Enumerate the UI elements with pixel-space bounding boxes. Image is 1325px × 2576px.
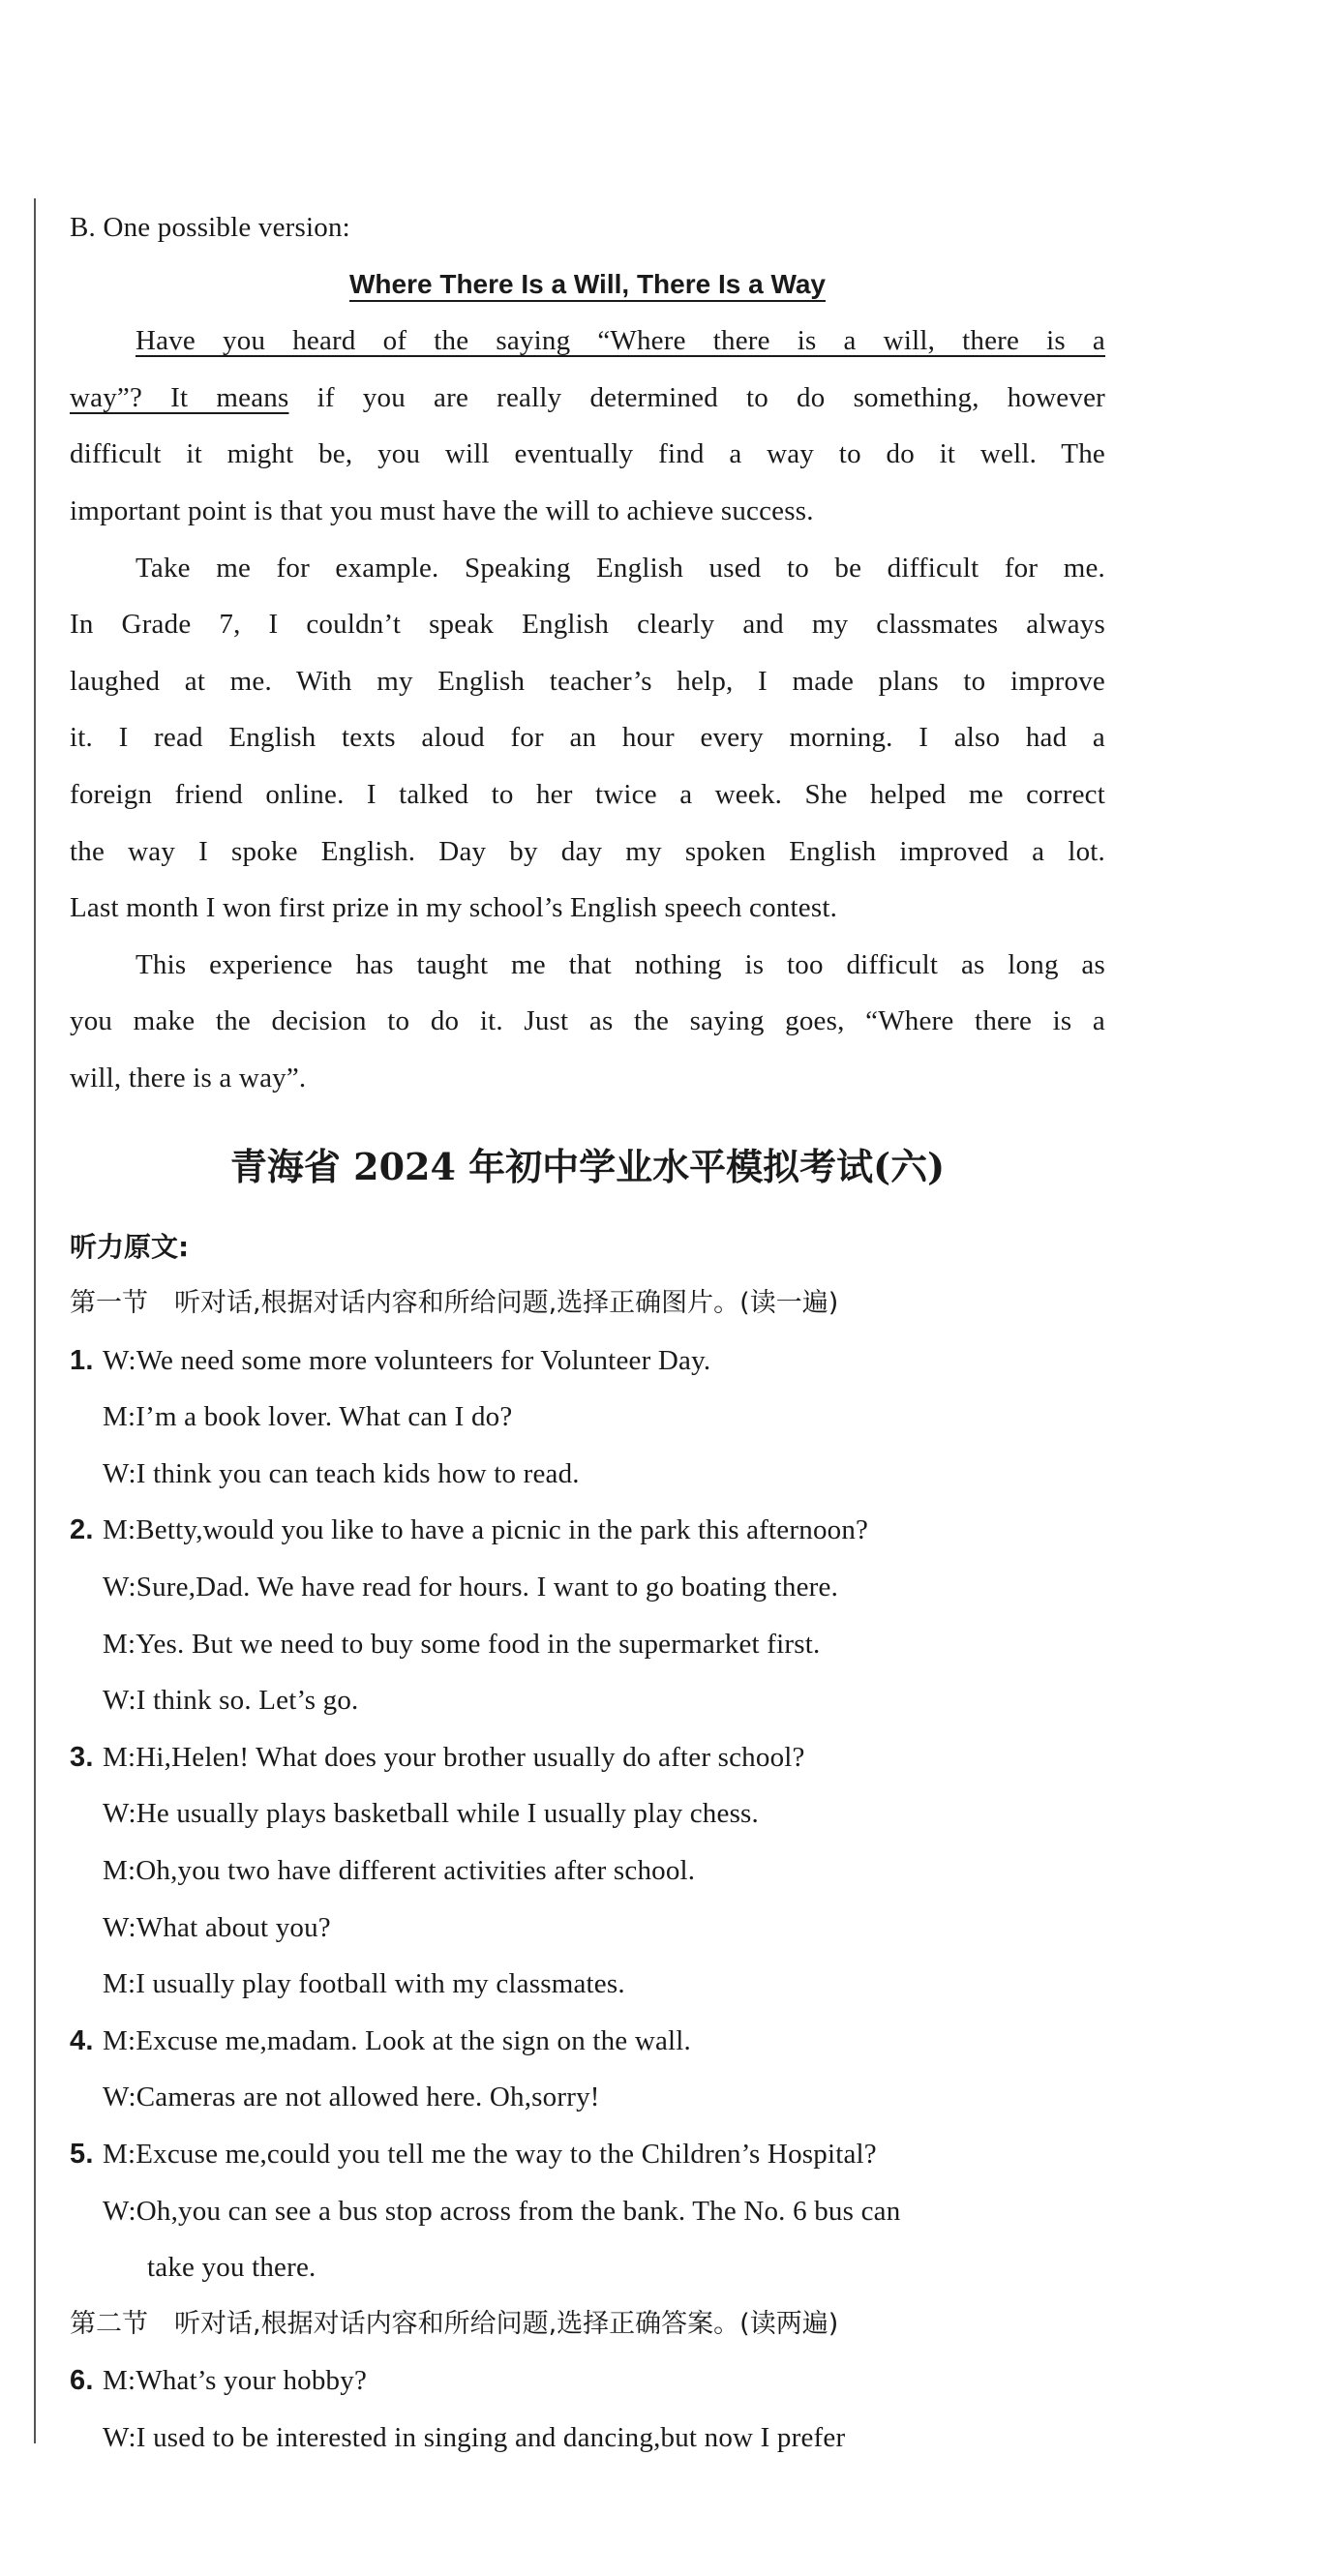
essay-line: you make the decision to do it. Just as the saying goes, “Where there is a (70, 1005, 1105, 1037)
speaker-label: W: (103, 1911, 136, 1943)
speaker-label: W: (103, 1457, 136, 1489)
question-number: 5. (70, 2139, 94, 2170)
dialogue-text: Excuse me,could you tell me the way to the Children’s Hospital? (136, 2139, 877, 2170)
speaker-label: M: (103, 1741, 136, 1773)
section-b-label: B. One possible version: (70, 212, 350, 243)
dialogue-line (70, 1616, 1105, 1673)
dialogue-line (70, 1389, 1105, 1446)
essay-title: Where There Is a Will, There Is a Way (349, 268, 826, 299)
question-number: 3. (70, 1741, 94, 1773)
essay-line: foreign friend online. I talked to her twice a week. She helped me correct (70, 778, 1105, 810)
dialogue-line (70, 1333, 1105, 1390)
dialogue-text: Sure,Dad. We have read for hours. I want to go boating there. (136, 1572, 839, 1603)
question-number: 6. (70, 2365, 94, 2397)
dialogue-line (70, 2013, 1105, 2070)
dialogue-text: Oh,you two have different activities after school. (136, 1855, 696, 1887)
dialogue-line (70, 2239, 1105, 2296)
dialogue-text: We need some more volunteers for Volunteer Day. (136, 1344, 711, 1376)
essay-line: laughed at me. With my English teacher’s help, I made plans to improve (70, 665, 1105, 697)
dialogue-line (70, 1559, 1105, 1616)
dialogue-line (70, 1446, 1105, 1503)
dialogue-line (70, 1785, 1105, 1842)
dialogue-text: I think so. Let’s go. (136, 1685, 359, 1717)
speaker-label: M: (103, 1628, 136, 1660)
question-number: 4. (70, 2024, 94, 2056)
speaker-label: W: (103, 2195, 136, 2227)
dialogue-text: Excuse me,madam. Look at the sign on the wall. (136, 2024, 692, 2056)
section2-label: 第二节 听对话,根据对话内容和所给问题,选择正确答案。(读两遍) (70, 2308, 839, 2339)
section1-label: 第一节 听对话,根据对话内容和所给问题,选择正确图片。(读一遍) (70, 1288, 839, 1319)
question-number: 1. (70, 1344, 94, 1376)
section1-dialogues (70, 1333, 1105, 2296)
dialogue-line (70, 1729, 1105, 1786)
essay-body (70, 313, 1105, 1106)
dialogue-text: Hi,Helen! What does your brother usually do after school? (136, 1741, 805, 1773)
dialogue-text: I used to be interested in singing and dancing,but now I prefer (136, 2421, 846, 2453)
speaker-label: M: (103, 2139, 136, 2170)
dialogue-text: I’m a book lover. What can I do? (136, 1401, 513, 1433)
speaker-label: M: (103, 1855, 136, 1887)
dialogue-line (70, 1956, 1105, 2013)
dialogue-text: take you there. (147, 2252, 316, 2284)
speaker-label: M: (103, 1401, 136, 1433)
dialogue-line (70, 2126, 1105, 2183)
speaker-label: W: (103, 1798, 136, 1830)
dialogue-line (70, 2069, 1105, 2126)
essay-line: Have you heard of the saying “Where there is a will, there is a (136, 325, 1105, 357)
dialogue-line (70, 2410, 1105, 2467)
speaker-label: M: (103, 1968, 136, 2000)
speaker-label: W: (103, 2421, 136, 2453)
essay-line: Take me for example. Speaking English used to be difficult for me. (136, 552, 1105, 584)
dialogue-text: He usually plays basketball while I usually play chess. (136, 1798, 759, 1830)
essay-underlined-text: way”? It means (70, 381, 289, 413)
dialogue-line (70, 1900, 1105, 1957)
essay-line: it. I read English texts aloud for an hour every morning. I also had a (70, 722, 1105, 754)
speaker-label: M: (103, 2024, 136, 2056)
dialogue-text: I think you can teach kids how to read. (136, 1457, 580, 1489)
listening-header: 听力原文: (70, 1230, 190, 1263)
speaker-label: M: (103, 1514, 136, 1546)
essay-line: Last month I won first prize in my school’s English speech contest. (70, 892, 838, 924)
dialogue-text: Betty,would you like to have a picnic in the park this afternoon? (136, 1514, 869, 1546)
question-number: 2. (70, 1514, 94, 1546)
dialogue-line (70, 1502, 1105, 1559)
essay-line: will, there is a way”. (70, 1062, 307, 1093)
dialogue-line (70, 2352, 1105, 2410)
left-margin-rule (34, 198, 36, 2443)
section2-dialogues (70, 2352, 1105, 2466)
essay-line: This experience has taught me that nothing is too difficult as long as (136, 948, 1105, 980)
speaker-label: M: (103, 2365, 136, 2397)
dialogue-text: Cameras are not allowed here. Oh,sorry! (136, 2082, 600, 2113)
dialogue-text: What’s your hobby? (136, 2365, 368, 2397)
speaker-label: W: (103, 2082, 136, 2113)
dialogue-text: Yes. But we need to buy some food in the supermarket first. (136, 1628, 821, 1660)
essay-line: important point is that you must have the will to achieve success. (70, 494, 814, 526)
dialogue-text: What about you? (136, 1911, 331, 1943)
document-page (70, 199, 1105, 2467)
essay-line: the way I spoke English. Day by day my spoken English improved a lot. (70, 835, 1105, 867)
essay-line: way”? It means if you are really determined to do something, however (70, 381, 1105, 413)
dialogue-line (70, 1672, 1105, 1729)
speaker-label: W: (103, 1344, 136, 1376)
speaker-label: W: (103, 1685, 136, 1717)
essay-line: difficult it might be, you will eventually find a way to do it well. The (70, 438, 1105, 470)
dialogue-text: Oh,you can see a bus stop across from the bank. The No. 6 bus can (136, 2195, 901, 2227)
dialogue-line (70, 2183, 1105, 2240)
essay-line: In Grade 7, I couldn’t speak English clearly and my classmates always (70, 609, 1105, 641)
exam-title: 青海省 2024 年初中学业水平模拟考试(六) (229, 1144, 946, 1188)
dialogue-line (70, 1842, 1105, 1900)
dialogue-text: I usually play football with my classmates. (136, 1968, 625, 2000)
speaker-label: W: (103, 1572, 136, 1603)
